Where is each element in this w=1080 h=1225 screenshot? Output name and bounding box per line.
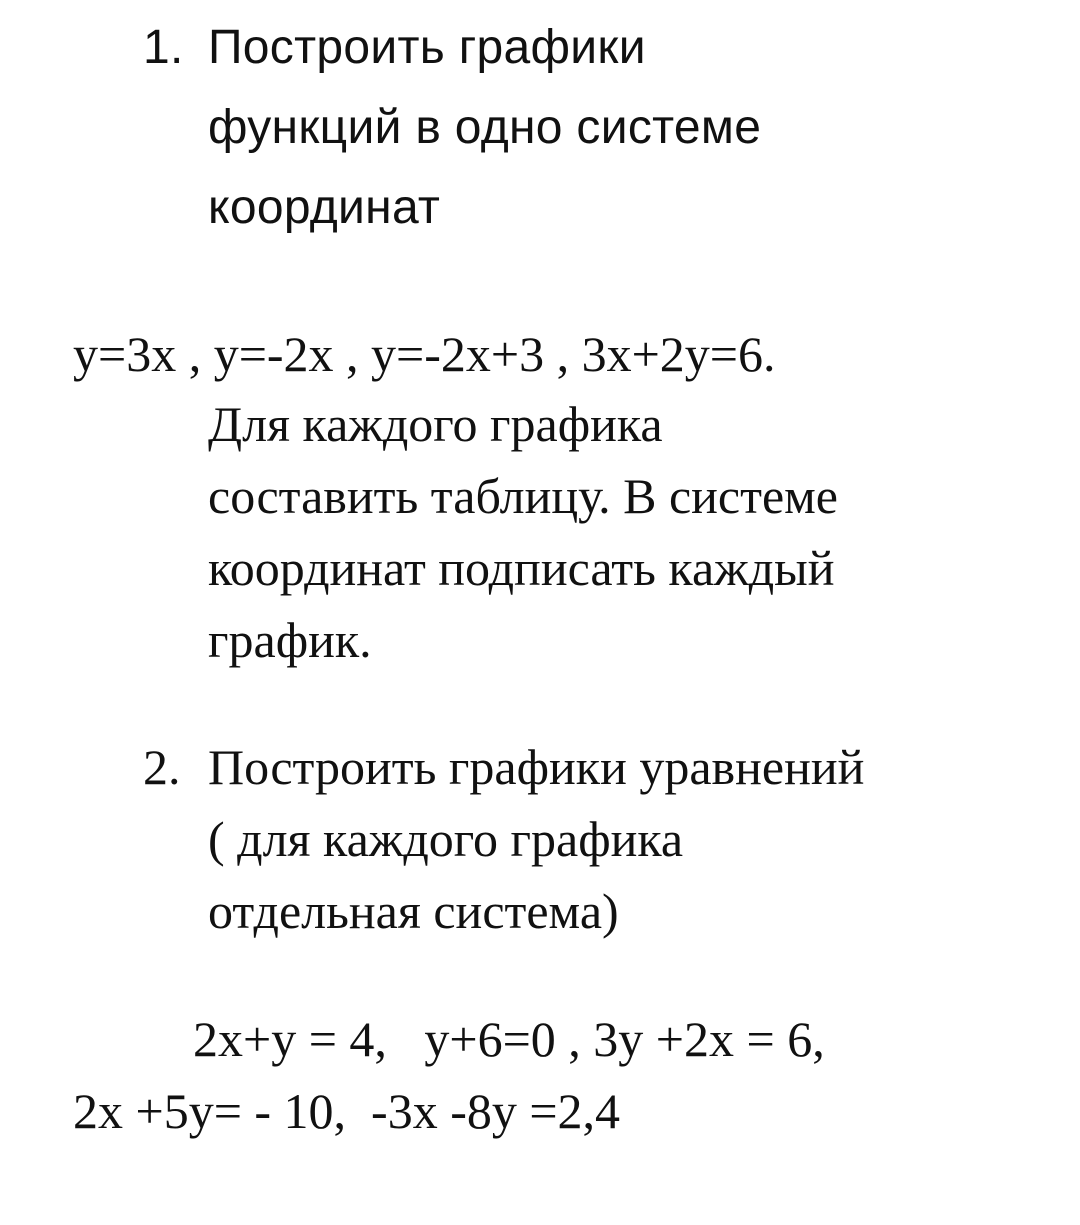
task-2-equations-line-1: 2x+y = 4, y+6=0 , 3y +2x = 6, xyxy=(193,1011,825,1067)
task-2-heading-line-2: ( для каждого графика xyxy=(208,811,684,867)
task-1-number: 1. xyxy=(143,21,184,74)
task-1-heading-line-3: координат xyxy=(208,181,441,234)
task-2-heading-line-3: отдельная система) xyxy=(208,883,619,939)
task-1-instruction-line-1: Для каждого графика xyxy=(208,396,663,452)
task-1-heading-line-2: функций в одно системе xyxy=(208,101,762,154)
task-1-instruction-line-3: координат подписать каждый xyxy=(208,540,835,596)
task-2-equations-line-2: 2x +5y= - 10, -3x -8y =2,4 xyxy=(73,1083,621,1139)
task-1-instruction-line-2: составить таблицу. В системе xyxy=(208,468,838,524)
task-1-equations: y=3x , y=-2x , y=-2x+3 , 3x+2y=6. xyxy=(73,326,776,382)
task-1-heading-line-1: Построить графики xyxy=(208,21,646,74)
task-1-instruction-line-4: график. xyxy=(208,612,372,668)
task-2-heading-line-1: Построить графики уравнений xyxy=(208,739,865,795)
task-2-number: 2. xyxy=(143,739,181,795)
